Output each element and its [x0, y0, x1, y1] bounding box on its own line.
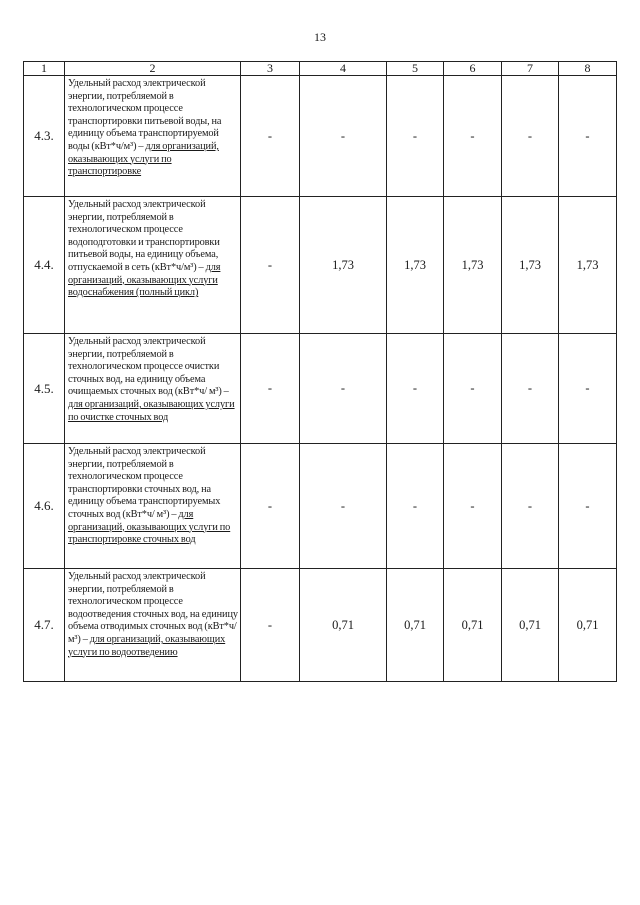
page-number: 13 — [314, 30, 326, 44]
row-description-text: Удельный расход электрической энергии, потребляемой в технологическом процессе транспортировки питьевой воды, на единицу объема транспортируемой воды (кВт*ч/м³) – — [68, 78, 222, 152]
table-row-4-4 — [24, 197, 617, 334]
row-number: 4.7. — [24, 569, 65, 682]
value-col-7: 1,73 — [502, 197, 559, 334]
value-col-3: - — [241, 569, 300, 682]
column-header-1: 1 — [24, 62, 65, 76]
row-number: 4.5. — [24, 334, 65, 444]
value-col-3: - — [241, 444, 300, 569]
column-header-4: 4 — [300, 62, 387, 76]
value-col-4: 1,73 — [300, 197, 387, 334]
row-description — [65, 76, 241, 197]
value-col-6: 0,71 — [444, 569, 502, 682]
value-col-8: 1,73 — [559, 197, 617, 334]
row-description-scope: для организаций, оказывающих услуги по водоотведению — [68, 633, 226, 658]
value-col-3: - — [241, 334, 300, 444]
row-number: 4.4. — [24, 197, 65, 334]
value-col-5: 0,71 — [387, 569, 444, 682]
row-description — [65, 197, 241, 334]
value-col-7: - — [502, 334, 559, 444]
row-description-text: Удельный расход электрической энергии, потребляемой в технологическом процессе водоподготовки и транспортировки питьевой воды, на единицу объема, отпускаемой в сеть (кВт*ч/м³) – — [68, 199, 220, 273]
value-col-6: - — [444, 334, 502, 444]
indicators-table — [23, 61, 617, 682]
value-col-8: - — [559, 76, 617, 197]
value-col-3: - — [241, 197, 300, 334]
value-col-4: - — [300, 444, 387, 569]
column-header-6: 6 — [444, 62, 502, 76]
value-col-8: - — [559, 334, 617, 444]
table-header-row — [24, 62, 617, 76]
value-col-8: 0,71 — [559, 569, 617, 682]
column-header-5: 5 — [387, 62, 444, 76]
row-description — [65, 444, 241, 569]
value-col-4: - — [300, 76, 387, 197]
row-description-text: Удельный расход электрической энергии, потребляемой в технологическом процессе транспортировки сточных вод, на единицу объема транспортируемых сточных вод (кВт*ч/ м³) – — [68, 446, 221, 520]
value-col-5: 1,73 — [387, 197, 444, 334]
value-col-4: - — [300, 334, 387, 444]
table-row-4-3 — [24, 76, 617, 197]
value-col-4: 0,71 — [300, 569, 387, 682]
row-description — [65, 569, 241, 682]
value-col-6: - — [444, 76, 502, 197]
row-description — [65, 334, 241, 444]
value-col-5: - — [387, 76, 444, 197]
table-row-4-6 — [24, 444, 617, 569]
row-description-text: Удельный расход электрической энергии, потребляемой в технологическом процессе водоотведения сточных вод, на единицу объема отводимых сточных вод (кВт*ч/ м³) – — [68, 571, 238, 645]
value-col-7: 0,71 — [502, 569, 559, 682]
row-description-text: Удельный расход электрической энергии, потребляемой в технологическом процессе очистки сточных вод, на единицу объема очищаемых сточных вод (кВт*ч/ м³) – — [68, 336, 229, 398]
value-col-6: - — [444, 444, 502, 569]
row-description-scope: для организаций, оказывающих услуги водоснабжения (полный цикл) — [68, 261, 221, 299]
value-col-3: - — [241, 76, 300, 197]
table-row-4-5 — [24, 334, 617, 444]
table-row-4-7 — [24, 569, 617, 682]
value-col-5: - — [387, 444, 444, 569]
row-description-scope: для организаций, оказывающих услуги по транспортировке сточных вод — [68, 508, 231, 546]
row-description-scope: для организаций, оказывающих услуги по очистке сточных вод — [68, 398, 235, 423]
column-header-8: 8 — [559, 62, 617, 76]
value-col-6: 1,73 — [444, 197, 502, 334]
column-header-3: 3 — [241, 62, 300, 76]
column-header-2: 2 — [65, 62, 241, 76]
row-number: 4.3. — [24, 76, 65, 197]
value-col-7: - — [502, 444, 559, 569]
value-col-7: - — [502, 76, 559, 197]
value-col-5: - — [387, 334, 444, 444]
row-number: 4.6. — [24, 444, 65, 569]
column-header-7: 7 — [502, 62, 559, 76]
value-col-8: - — [559, 444, 617, 569]
row-description-scope: для организаций, оказывающих услуги по транспортировке — [68, 140, 219, 178]
